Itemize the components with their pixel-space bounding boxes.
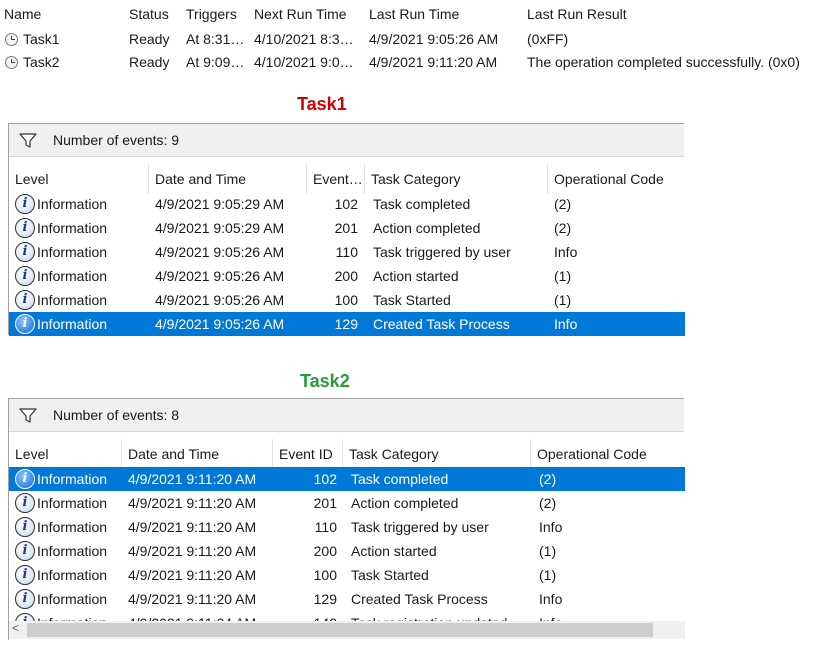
- task-next-run: 4/10/2021 8:3…: [254, 31, 354, 47]
- column-header-name[interactable]: Name: [4, 6, 42, 22]
- event-datetime: 4/9/2021 9:11:20 AM: [128, 591, 257, 607]
- event-level: Information: [37, 543, 108, 559]
- event-operational-code: Info: [554, 316, 578, 332]
- event-grid-header: [9, 439, 684, 469]
- event-panel-task1: [8, 123, 684, 335]
- information-icon: i: [15, 290, 35, 310]
- task-triggers: At 8:31…: [186, 31, 245, 47]
- column-header-operational-code[interactable]: Operational Code: [554, 171, 664, 187]
- event-operational-code: (1): [554, 268, 572, 284]
- event-id: 201: [313, 495, 337, 511]
- table-row[interactable]: [9, 563, 685, 587]
- filter-bar: [9, 399, 684, 432]
- event-count-label: Number of events: 9: [53, 132, 180, 148]
- event-rows: [9, 467, 685, 621]
- information-icon: i: [15, 589, 35, 609]
- section-title-task2: Task2: [300, 371, 350, 391]
- table-row[interactable]: [9, 467, 685, 491]
- information-icon: i: [15, 517, 35, 537]
- task-list: [0, 0, 817, 80]
- event-level: Information: [37, 471, 108, 487]
- task-last-run: 4/9/2021 9:05:26 AM: [369, 31, 499, 47]
- column-header-operational-code[interactable]: Operational Code: [537, 446, 647, 462]
- event-task-category: Action started: [351, 543, 437, 559]
- event-task-category: Task triggered by user: [373, 244, 511, 260]
- column-header-next-run-time[interactable]: Next Run Time: [254, 6, 347, 22]
- table-row[interactable]: [9, 587, 685, 611]
- information-icon: i: [15, 469, 35, 489]
- event-operational-code: (1): [554, 292, 572, 308]
- information-icon: i: [15, 565, 35, 585]
- task-name: Task2: [23, 54, 60, 70]
- column-header-last-run-time[interactable]: Last Run Time: [369, 6, 460, 22]
- information-icon: i: [15, 493, 35, 513]
- event-level: Information: [37, 244, 108, 260]
- event-operational-code: (1): [539, 543, 557, 559]
- event-id: 200: [313, 543, 337, 559]
- task-status: Ready: [129, 31, 170, 47]
- table-row[interactable]: [9, 192, 685, 216]
- event-datetime: 4/9/2021 9:11:20 AM: [128, 543, 257, 559]
- table-row[interactable]: [9, 264, 685, 288]
- filter-funnel-icon[interactable]: [19, 133, 37, 148]
- event-level: Information: [37, 495, 108, 511]
- event-id: 102: [334, 196, 358, 212]
- task-name: Task1: [23, 31, 60, 47]
- event-operational-code: Info: [539, 519, 563, 535]
- event-task-category: Action completed: [351, 495, 459, 511]
- event-datetime: 4/9/2021 9:11:20 AM: [128, 567, 257, 583]
- event-operational-code: (2): [539, 471, 557, 487]
- clock-icon: [5, 56, 18, 69]
- information-icon: i: [15, 541, 35, 561]
- task-status: Ready: [129, 54, 170, 70]
- event-task-category: Task triggered by user: [351, 519, 489, 535]
- event-id: 200: [334, 268, 358, 284]
- event-datetime: 4/9/2021 9:11:20 AM: [128, 471, 257, 487]
- column-header-triggers[interactable]: Triggers: [186, 6, 237, 22]
- table-row[interactable]: [9, 539, 685, 563]
- event-id: 129: [334, 316, 358, 332]
- task-last-result: (0xFF): [527, 31, 569, 47]
- task-row[interactable]: [0, 51, 817, 75]
- event-level: Information: [37, 196, 108, 212]
- event-grid-header: [9, 164, 684, 194]
- task-triggers: At 9:09…: [186, 54, 245, 70]
- section-title-task1: Task1: [297, 94, 347, 114]
- event-operational-code: Info: [554, 244, 578, 260]
- event-task-category: Action completed: [373, 220, 481, 236]
- scroll-left-arrow-icon[interactable]: <: [12, 621, 20, 635]
- event-operational-code: (1): [539, 567, 557, 583]
- column-header-event-id[interactable]: Event ID: [273, 439, 343, 469]
- table-row[interactable]: [9, 288, 685, 312]
- scrollbar-thumb[interactable]: [27, 623, 653, 637]
- event-datetime: 4/9/2021 9:05:26 AM: [155, 244, 285, 260]
- event-task-category: Action started: [373, 268, 459, 284]
- task-last-result: The operation completed successfully. (0x0): [527, 54, 800, 70]
- column-header-event-id[interactable]: Event…: [307, 164, 365, 194]
- event-datetime: 4/9/2021 9:11:20 AM: [128, 495, 257, 511]
- event-rows: [9, 192, 685, 336]
- event-panel-task2: [8, 398, 684, 640]
- column-header-level[interactable]: Level: [9, 439, 122, 469]
- event-id: 201: [334, 220, 358, 236]
- column-header-date-time[interactable]: Date and Time: [122, 439, 273, 469]
- table-row[interactable]: [9, 240, 685, 264]
- event-count-label: Number of events: 8: [53, 407, 180, 423]
- event-level: Information: [37, 567, 108, 583]
- event-level: Information: [37, 591, 108, 607]
- horizontal-scrollbar[interactable]: [9, 621, 685, 639]
- event-datetime: 4/9/2021 9:05:29 AM: [155, 220, 285, 236]
- event-datetime: 4/9/2021 9:05:29 AM: [155, 196, 285, 212]
- information-icon: i: [15, 194, 35, 214]
- event-operational-code: (2): [554, 220, 572, 236]
- column-header-date-time[interactable]: Date and Time: [149, 164, 307, 194]
- event-level: Information: [37, 519, 108, 535]
- event-task-category: Task Started: [373, 292, 451, 308]
- event-level: Information: [37, 220, 108, 236]
- information-icon: i: [15, 266, 35, 286]
- column-header-status[interactable]: Status: [129, 6, 169, 22]
- information-icon: i: [15, 314, 35, 334]
- task-last-run: 4/9/2021 9:11:20 AM: [369, 54, 498, 70]
- event-operational-code: (2): [539, 495, 557, 511]
- event-task-category: Task completed: [351, 471, 449, 487]
- event-task-category: Task Started: [351, 567, 429, 583]
- event-datetime: 4/9/2021 9:05:26 AM: [155, 292, 285, 308]
- task-row[interactable]: [0, 28, 817, 52]
- table-row[interactable]: [9, 312, 685, 336]
- event-task-category: Created Task Process: [373, 316, 510, 332]
- event-id: 100: [313, 567, 337, 583]
- event-level: Information: [37, 316, 108, 332]
- column-header-task-category[interactable]: Task Category: [365, 164, 548, 194]
- event-task-category: Created Task Process: [351, 591, 488, 607]
- filter-bar: [9, 124, 684, 157]
- event-id: 129: [313, 591, 337, 607]
- event-level: Information: [37, 268, 108, 284]
- event-level: Information: [37, 292, 108, 308]
- column-header-level[interactable]: Level: [9, 164, 149, 194]
- event-datetime: 4/9/2021 9:11:20 AM: [128, 519, 257, 535]
- event-datetime: 4/9/2021 9:05:26 AM: [155, 268, 285, 284]
- table-row[interactable]: [9, 216, 685, 240]
- event-operational-code: (2): [554, 196, 572, 212]
- task-next-run: 4/10/2021 9:0…: [254, 54, 354, 70]
- event-id: 110: [314, 519, 337, 535]
- event-datetime: 4/9/2021 9:05:26 AM: [155, 316, 285, 332]
- table-row[interactable]: [9, 515, 685, 539]
- event-id: 100: [334, 292, 358, 308]
- column-header-last-run-result[interactable]: Last Run Result: [527, 6, 627, 22]
- information-icon: i: [15, 242, 35, 262]
- event-operational-code: Info: [539, 591, 563, 607]
- event-id: 102: [313, 471, 337, 487]
- filter-funnel-icon[interactable]: [19, 408, 37, 423]
- table-row[interactable]: [9, 491, 685, 515]
- event-task-category: Task completed: [373, 196, 471, 212]
- event-id: 110: [335, 244, 358, 260]
- column-header-task-category[interactable]: Task Category: [343, 439, 531, 469]
- clock-icon: [5, 33, 18, 46]
- information-icon: i: [15, 218, 35, 238]
